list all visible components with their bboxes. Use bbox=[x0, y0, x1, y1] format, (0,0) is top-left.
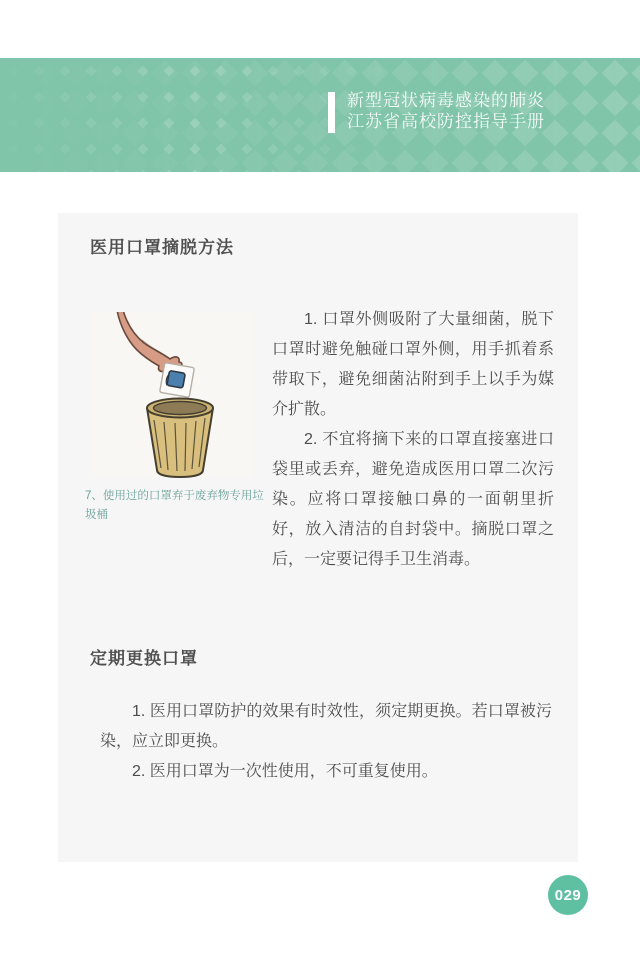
header-title bbox=[347, 90, 545, 132]
section-2-text bbox=[100, 697, 552, 787]
content-card bbox=[58, 213, 578, 862]
header-band bbox=[0, 58, 640, 172]
paragraph: 2. 不宜将摘下来的口罩直接塞进口袋里或丢弃，避免造成医用口罩二次污染。应将口罩接触口鼻的一面朝里折好，放入清洁的自封袋中。摘脱口罩之后，一定要记得手卫生消毒。 bbox=[272, 431, 554, 568]
header-title-line2: 江苏省高校防控指导手册 bbox=[347, 112, 545, 131]
section-2-heading: 定期更换口罩 bbox=[90, 649, 198, 668]
section-1-heading: 医用口罩摘脱方法 bbox=[90, 238, 234, 257]
paragraph: 2. 医用口罩为一次性使用，不可重复使用。 bbox=[132, 763, 438, 780]
header-accent-bar bbox=[328, 92, 335, 133]
page-number-badge: 029 bbox=[548, 875, 588, 915]
section-1-text bbox=[272, 305, 554, 575]
mask-disposal-illustration bbox=[90, 312, 253, 478]
figure-mask-disposal bbox=[90, 312, 253, 478]
header-title-line1: 新型冠状病毒感染的肺炎 bbox=[347, 91, 545, 110]
figure-caption: 7、使用过的口罩弃于废弃物专用垃圾桶 bbox=[85, 490, 264, 521]
paragraph: 1. 医用口罩防护的效果有时效性，须定期更换。若口罩被污染，应立即更换。 bbox=[100, 703, 552, 750]
mask-packet-icon bbox=[160, 363, 195, 398]
paragraph: 1. 口罩外侧吸附了大量细菌，脱下口罩时避免触碰口罩外侧，用手抓着系带取下，避免细菌沾附到手上以手为媒介扩散。 bbox=[272, 311, 554, 418]
trash-bin-icon bbox=[147, 399, 213, 478]
